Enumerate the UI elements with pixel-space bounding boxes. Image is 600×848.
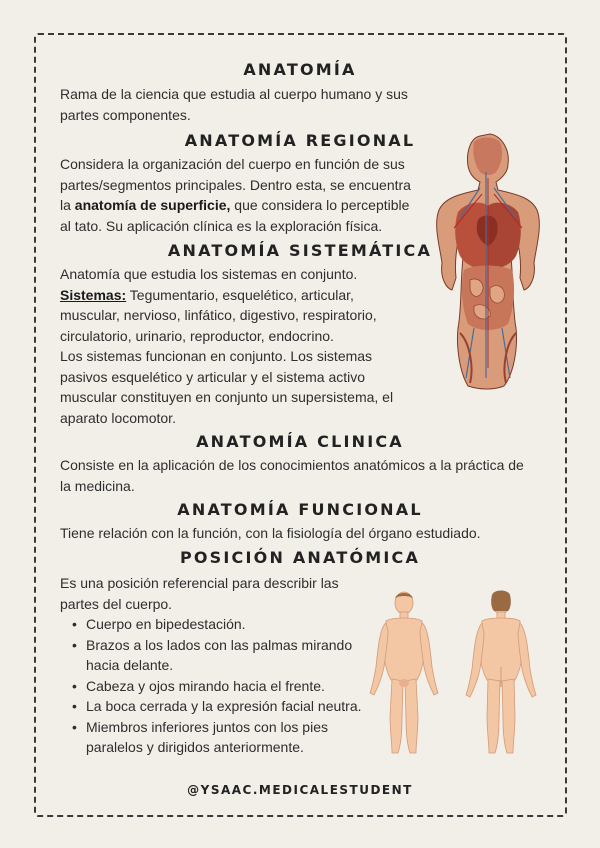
heading-anatomia: ANATOMÍA [243, 60, 357, 79]
bullet-item: • La boca cerrada y la expresión facial neutra. [72, 696, 372, 717]
text-anatomia-funcional: Tiene relación con la función, con la fisiología del órgano estudiado. [60, 525, 481, 541]
sistemas-list: Tegumentario, esquelético, articular, muscular, nervioso, linfático, digestivo, respiratorio, circulatorio, urinario, reproductor, endocrino. [60, 286, 377, 344]
heading-anatomia-regional: ANATOMÍA REGIONAL [184, 131, 416, 150]
human-figure-front [368, 587, 440, 759]
sistematica-intro: Anatomía que estudia los sistemas en conjunto. [60, 266, 358, 282]
heading-anatomia-clinica: ANATOMÍA CLINICA [196, 432, 404, 451]
regional-text-before: Considera la organización del cuerpo en función de sus partes/segmentos principales. Dentro esta, se encuentra la [60, 156, 411, 213]
bullet-item: • Miembros inferiores juntos con los pies paralelos y dirigidos anteriormente. [72, 717, 372, 758]
heading-posicion-anatomica: POSICIÓN ANATÓMICA [179, 548, 421, 567]
sistematica-conjunto: Los sistemas funcionan en conjunto. Los sistemas pasivos esquelético y articular y el sistema activo muscular constituyen en conjunto un supersistema, el aparato locomotor. [60, 348, 394, 426]
text-anatomia: Rama de la ciencia que estudia al cuerpo humano y sus partes componentes. [60, 86, 408, 123]
sistemas-label: Sistemas: [60, 286, 127, 303]
regional-text-after: que considera lo perceptible al tato. Su aplicación clínica es la exploración física. [60, 197, 410, 234]
text-anatomia-regional [60, 154, 420, 236]
regional-bold-term: anatomía de superficie, [74, 197, 231, 213]
anatomical-torso-illustration [430, 128, 555, 393]
footer-handle: @YSAAC.MEDICALESTUDENT [187, 783, 413, 797]
heading-anatomia-sistematica: ANATOMÍA SISTEMÁTICA [167, 241, 433, 260]
text-anatomia-sistematica [60, 264, 415, 428]
bullet-item: • Cabeza y ojos mirando hacia el frente. [72, 676, 372, 697]
posicion-bullet-list [72, 614, 372, 758]
text-anatomia-clinica: Consiste en la aplicación de los conocimientos anatómicos a la práctica de la medicina. [60, 457, 524, 494]
bullet-item: • Cuerpo en bipedestación. [72, 614, 372, 635]
human-figure-back [462, 587, 540, 759]
text-posicion-anatomica: Es una posición referencial para describir las partes del cuerpo. [60, 575, 339, 612]
bullet-item: • Brazos a los lados con las palmas mirando hacia delante. [72, 635, 372, 676]
sistematica-sistemas [60, 285, 415, 347]
heading-anatomia-funcional: ANATOMÍA FUNCIONAL [177, 500, 423, 519]
